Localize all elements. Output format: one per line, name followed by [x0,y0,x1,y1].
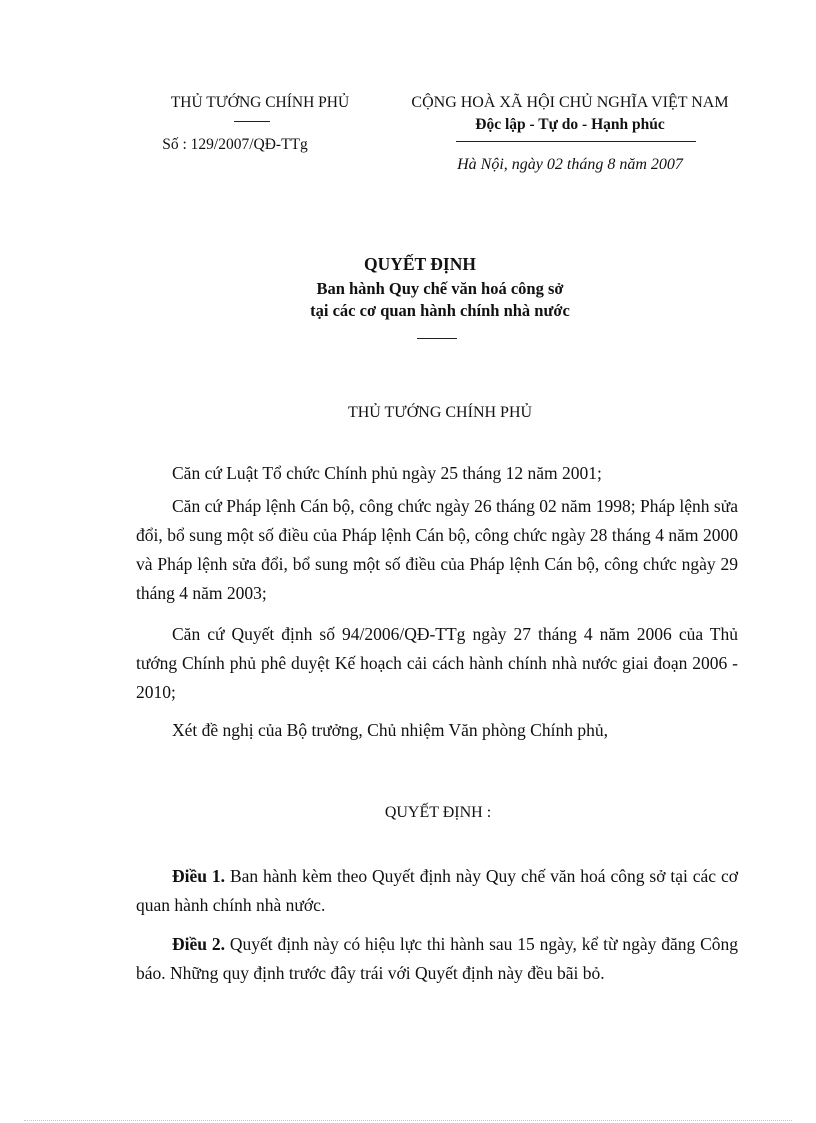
national-motto: Độc lập - Tự do - Hạnh phúc [475,116,665,133]
article-1 [136,862,738,920]
issuing-authority: THỦ TƯỚNG CHÍNH PHỦ [170,94,350,111]
issue-date: Hà Nội, ngày 02 tháng 8 năm 2007 [457,156,683,173]
article-2 [136,930,738,988]
title-underline [417,338,457,339]
preamble-decision-94: Căn cứ Quyết định số 94/2006/QĐ-TTg ngày 27 tháng 4 năm 2006 của Thủ tướng Chính phủ phê duyệt Kế hoạch cải cách hành chính nhà nước giai đoạn 2006 - 2010; [136,624,738,702]
authority-heading: THỦ TƯỚNG CHÍNH PHỦ [347,404,533,421]
article-1-text: Ban hành kèm theo Quyết định này Quy chế văn hoá công sở tại các cơ quan hành chính nhà nước. [136,866,738,915]
page-bottom-border [24,1120,792,1121]
preamble-proposal: Xét đề nghị của Bộ trưởng, Chủ nhiệm Văn phòng Chính phủ, [172,720,608,740]
document-subtitle-line-1: Ban hành Quy chế văn hoá công sở [316,279,564,298]
country-name: CỘNG HOÀ XÃ HỘI CHỦ NGHĨA VIỆT NAM [411,94,729,111]
article-2-text: Quyết định này có hiệu lực thi hành sau 15 ngày, kể từ ngày đăng Công báo. Những quy định trước đây trái với Quyết định này đều bãi bỏ. [136,934,738,983]
document-title: QUYẾT ĐỊNH [364,254,476,274]
document-subtitle-line-2: tại các cơ quan hành chính nhà nước [310,301,570,320]
article-1-label: Điều 1. [172,866,226,886]
document-number: Số : 129/2007/QĐ-TTg [162,136,308,153]
preamble-ordinance: Căn cứ Pháp lệnh Cán bộ, công chức ngày 26 tháng 02 năm 1998; Pháp lệnh sửa đổi, bổ sung một số điều của Pháp lệnh Cán bộ, công chức ngày 28 tháng 4 năm 2000 và Pháp lệnh sửa đổi, bổ sung một số điều của Pháp lệnh Cán bộ, công chức ngày 29 tháng 4 năm 2003; [136,496,738,603]
preamble-law-government: Căn cứ Luật Tổ chức Chính phủ ngày 25 tháng 12 năm 2001; [172,463,602,483]
decision-heading: QUYẾT ĐỊNH : [384,804,492,821]
authority-underline [234,121,270,122]
motto-underline [456,141,696,142]
article-2-label: Điều 2. [172,934,225,954]
